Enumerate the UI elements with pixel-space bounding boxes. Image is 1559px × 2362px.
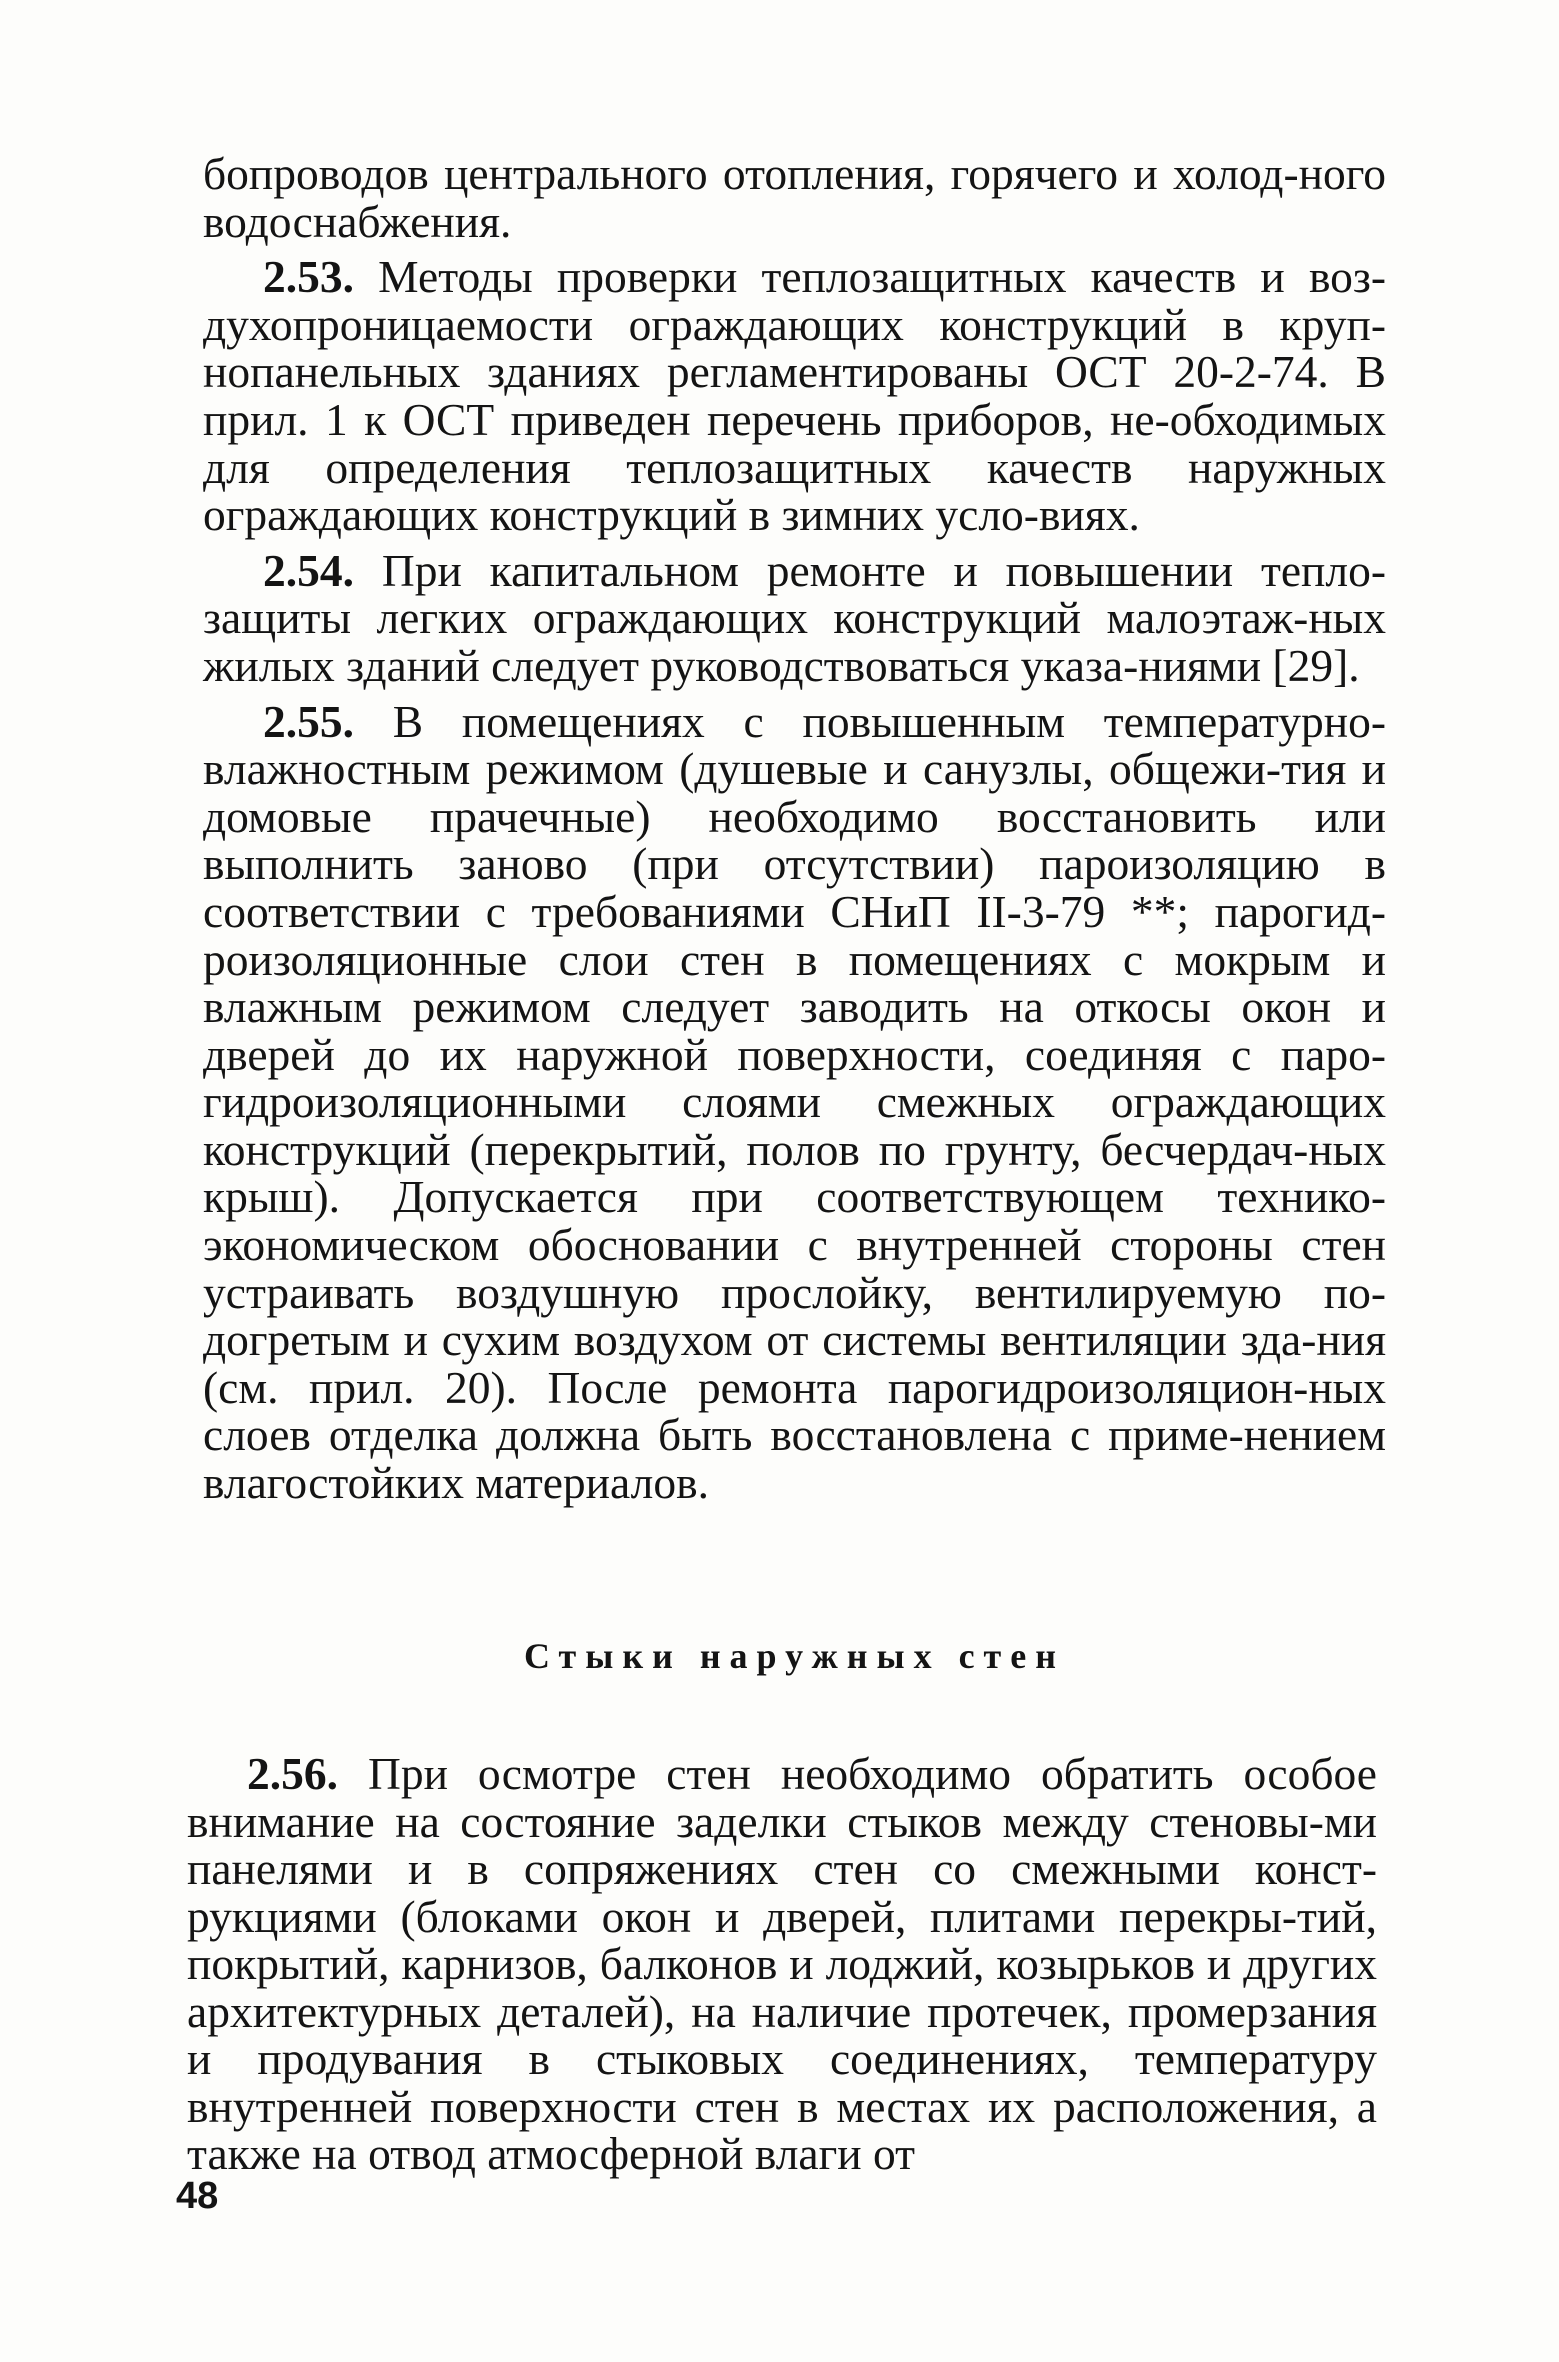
paragraph-text: При капитальном ремонте и повышении тепло-защиты легких ограждающих конструкций малоэтаж-ных жилых зданий следует руководствоваться указа-ниями [29]. <box>203 544 1386 691</box>
paragraph-2-54 <box>203 544 1386 691</box>
paragraph-number: 2.55. <box>263 695 354 747</box>
paragraph-2-53 <box>203 253 1386 539</box>
section-heading: Стыки наружных стен <box>524 1636 1065 1676</box>
body-text-top <box>203 150 1386 1507</box>
paragraph-text: Методы проверки теплозащитных качеств и воз-духопроницаемости ограждающих конструкций в круп-нопанельных зданиях регламентированы ОСТ 20-2-74. В прил. 1 к ОСТ приведен перечень приборов, не-обходимых для определения теплозащитных качеств наружных ограждающих конструкций в зимних усло-виях. <box>203 251 1386 541</box>
paragraph-number: 2.56. <box>247 1748 338 1799</box>
paragraph-2-55 <box>203 695 1386 1509</box>
paragraph-2-56 <box>187 1750 1377 2178</box>
body-text-bottom <box>187 1750 1377 2178</box>
paragraph-number: 2.54. <box>263 544 354 596</box>
page-number: 48 <box>176 2175 219 2217</box>
paragraph-text: В помещениях с повышенным температурно-влажностным режимом (душевые и санузлы, общежи-тия и домовые прачечные) необходимо восстановить или выполнить заново (при отсутствии) пароизоляцию в соответствии с требованиями СНиП II-3-79 **; парогид-роизоляционные слои стен в помещениях с мокрым и влажным режимом следует заводить на откосы окон и дверей до их наружной поверхности, соединяя с паро-гидроизоляционными слоями смежных ограждающих конструкций (перекрытий, полов по грунту, бесчердач-ных крыш). Допускается при соответствующем технико-экономическом обосновании с внутренней стороны стен устраивать воздушную прослойку, вентилируемую по-догретым и сухим воздухом от системы вентиляции зда-ния (см. прил. 20). После ремонта парогидроизоляцион-ных слоев отделка должна быть восстановлена с приме-нением влагостойких материалов. <box>203 695 1386 1509</box>
paragraph-number: 2.53. <box>263 251 354 303</box>
continuation-paragraph: бопроводов центрального отопления, горячего и холод-ного водоснабжения. <box>203 148 1386 247</box>
paragraph-text: При осмотре стен необходимо обратить особое внимание на состояние заделки стыков между стеновы-ми панелями и в сопряжениях стен со смежными конст-рукциями (блоками окон и дверей, плитами перекры-тий, покрытий, карнизов, балконов и лоджий, козырьков и других архитектурных деталей), на наличие протечек, промерзания и продувания в стыковых соединениях, температуру внутренней поверхности стен в местах их расположения, а также на отвод атмосферной влаги от <box>187 1748 1377 2179</box>
